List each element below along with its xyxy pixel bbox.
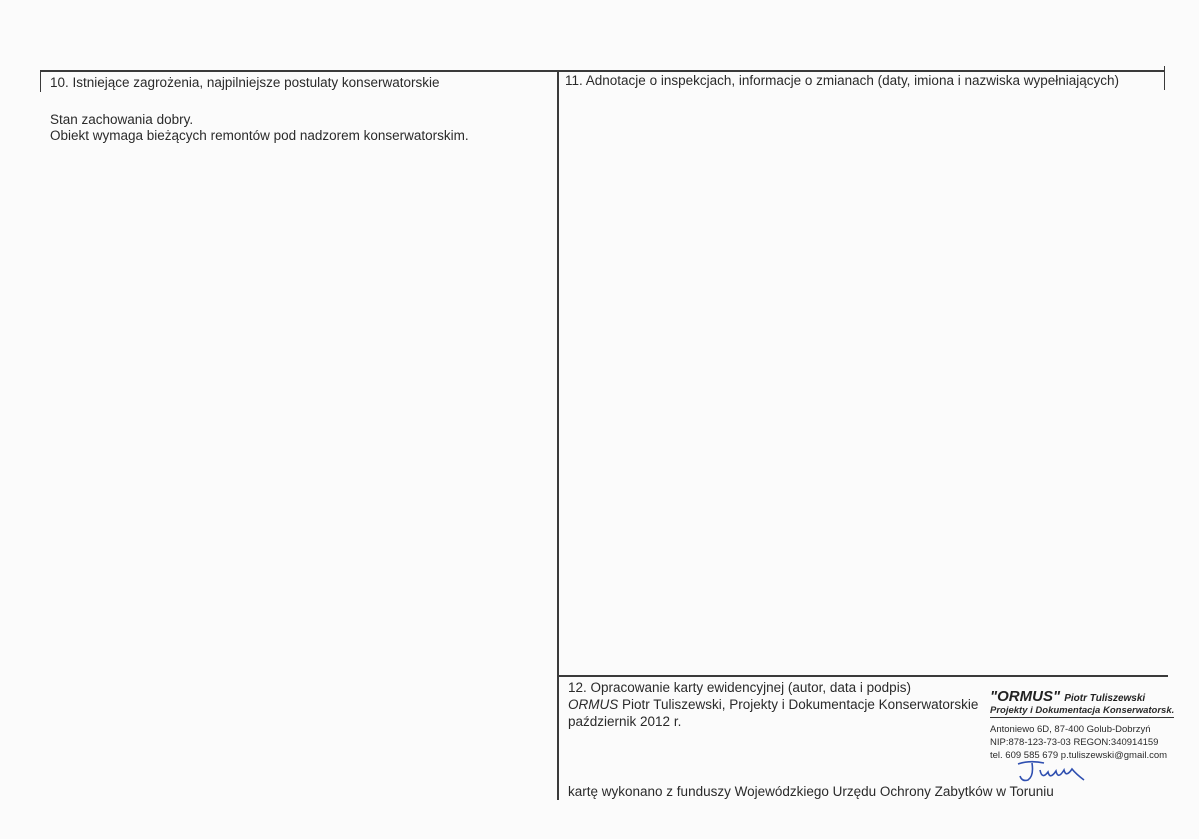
- right-border: [1164, 66, 1165, 90]
- stamp-subtitle: Projekty i Dokumentacja Konserwatorsk.: [990, 705, 1175, 716]
- stamp-owner: Piotr Tuliszewski: [1064, 693, 1146, 704]
- author-rest: Piotr Tuliszewski, Projekty i Dokumentacje Konserwatorskie: [618, 697, 979, 712]
- column-divider: [557, 70, 559, 800]
- stamp-name: "ORMUS": [990, 688, 1061, 705]
- author-italic: ORMUS: [568, 697, 619, 712]
- section12-date: październik 2012 r.: [568, 714, 682, 729]
- section12-top-border: [558, 675, 1168, 677]
- section12-title: 12. Opracowanie karty ewidencyjnej (autor, data i podpis): [568, 680, 911, 695]
- company-stamp: [990, 688, 1174, 762]
- funding-note: kartę wykonano z funduszy Wojewódzkiego Urzędu Ochrony Zabytków w Toruniu: [568, 784, 1054, 799]
- stamp-contact: tel. 609 585 679 p.tuliszewski@gmail.com: [990, 750, 1168, 761]
- section10-line: Obiekt wymaga bieżących remontów pod nadzorem konserwatorskim.: [50, 128, 469, 143]
- section12-author: [568, 697, 978, 712]
- section10-line: Stan zachowania dobry.: [50, 112, 194, 127]
- stamp-ids: NIP:878-123-73-03 REGON:340914159: [990, 737, 1159, 748]
- section11-title: 11. Adnotacje o inspekcjach, informacje o zmianach (daty, imiona i nazwiska wypełniających): [565, 73, 1120, 88]
- top-border: [40, 70, 1165, 72]
- section10-title: 10. Istniejące zagrożenia, najpilniejsze postulaty konserwatorskie: [50, 75, 440, 90]
- stamp-address: Antoniewo 6D, 87-400 Golub-Dobrzyń: [990, 724, 1151, 735]
- signature: [1010, 758, 1090, 786]
- left-border: [40, 70, 41, 92]
